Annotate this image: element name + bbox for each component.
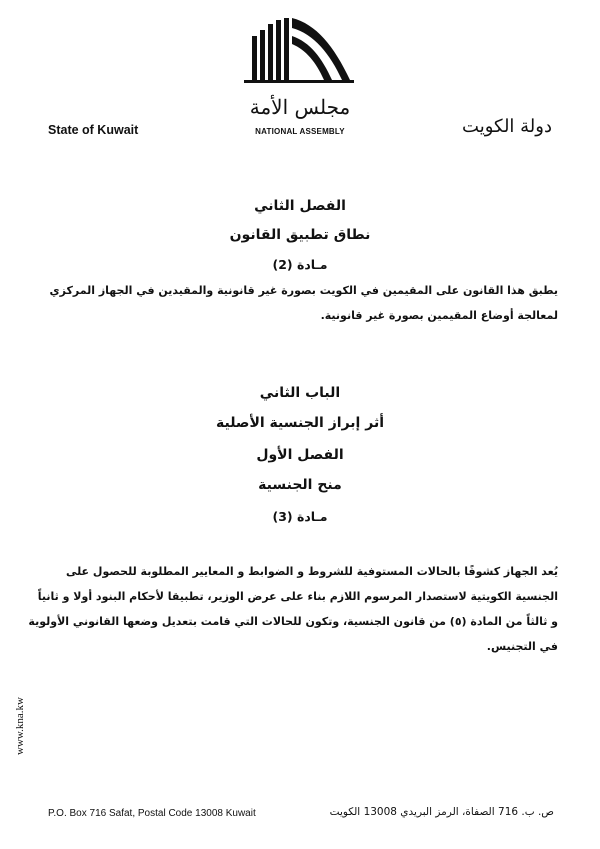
chapter-heading: الفصل الثاني (254, 198, 346, 214)
paragraph-line: و ثالثاً من المادة (٥) من قانون الجنسية، وتكون للحالات التي قامت بتعديل وضعها القانوني الأولوية (28, 615, 558, 628)
article-heading: مـادة (3) (272, 509, 328, 524)
state-name-english: State of Kuwait (48, 123, 139, 137)
website-url: www.kna.kw (14, 697, 26, 755)
paragraph-line: يُعد الجهاز كشوفًا بالحالات المستوفية للشروط و الضوابط و المعايير المطلوبة للحصول على (65, 565, 558, 578)
footer-address-english: P.O. Box 716 Safat, Postal Code 13008 Kuwait (48, 808, 256, 819)
chapter-title: نطاق تطبيق القانون (229, 227, 371, 243)
paragraph-line: الجنسية الكويتية لاستصدار المرسوم اللازم بناء على عرض الوزير، تطبيقا لأحكام البنود أولا و ثانياً (37, 590, 558, 603)
logo-arabic-text: مجلس الأمة (249, 95, 351, 119)
paragraph-line: في التجنيس. (486, 640, 558, 653)
part-title: أثر إبراز الجنسية الأصلية (216, 415, 384, 431)
footer-address-arabic: ص. ب. 716 الصفاة، الرمز البريدي 13008 الكويت (329, 806, 554, 818)
paragraph-line: لمعالجة أوضاع المقيمين بصورة غير قانونية. (320, 309, 558, 322)
state-name-arabic: دولة الكويت (462, 116, 552, 137)
paragraph-line: يطبق هذا القانون على المقيمين في الكويت بصورة غير قانونية والمقيدين في الجهاز المركزي (49, 284, 558, 297)
national-assembly-logo-icon (238, 14, 362, 86)
logo-english-text: NATIONAL ASSEMBLY (255, 127, 345, 136)
chapter-heading: الفصل الأول (256, 447, 344, 463)
chapter-title: منح الجنسية (258, 477, 342, 493)
part-heading: الباب الثاني (259, 385, 341, 401)
article-heading: مـادة (2) (272, 257, 328, 272)
